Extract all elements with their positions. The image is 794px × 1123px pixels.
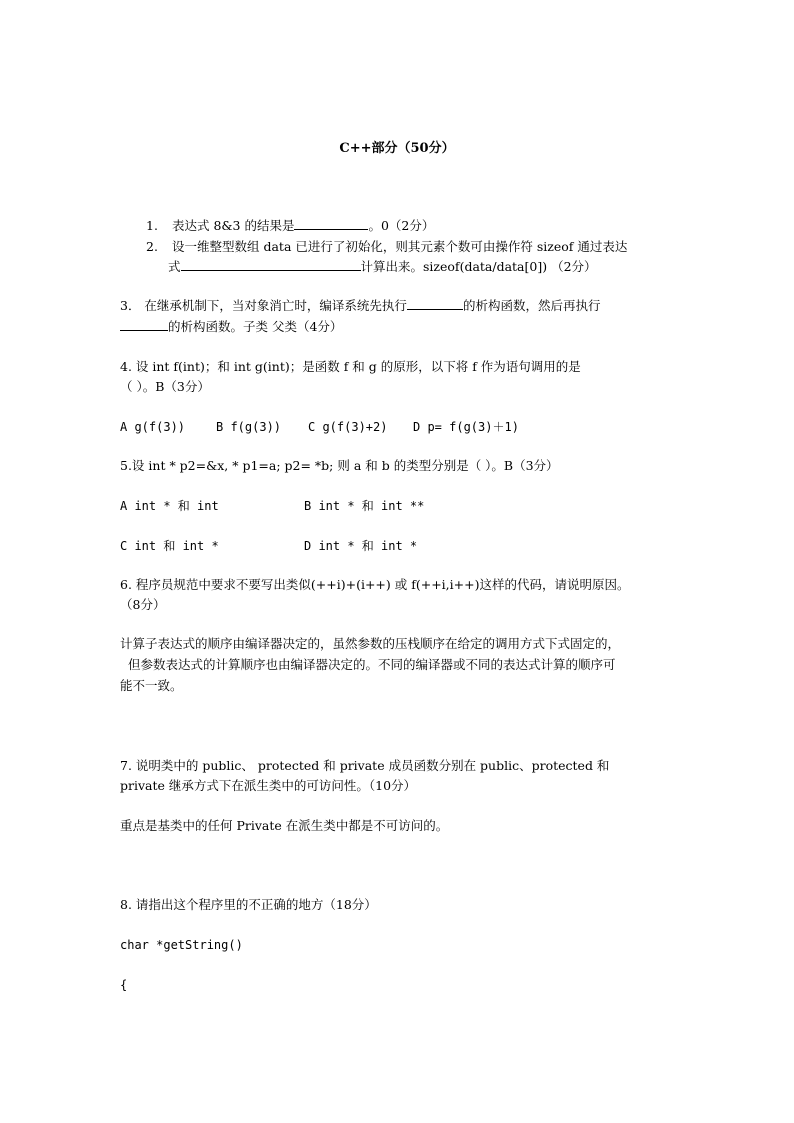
question-3-line-2: [120, 317, 342, 337]
question-3-mid: 的析构函数，然后再执行: [462, 298, 601, 313]
question-8-line-1: 8. 请指出这个程序里的不正确的地方（18分）: [120, 897, 377, 912]
question-3-prefix: 3． 在继承机制下，当对象消亡时，编译系统先执行: [120, 298, 407, 313]
question-7-line-2: private 继承方式下在派生类中的可访问性。（10分）: [120, 778, 417, 793]
question-4-option-c: C g(f(3)+2): [308, 420, 388, 434]
question-5-options-row-1: [120, 496, 424, 516]
question-8-code-line-1: char *getString(): [120, 938, 243, 952]
question-1-prefix: 表达式 8&3 的结果是: [172, 218, 295, 233]
question-5-option-a: A int * 和 int: [120, 499, 219, 513]
question-1-suffix: 。0（2分）: [368, 218, 435, 233]
question-3-blank-1: [407, 296, 463, 310]
question-8-code-line-2: {: [120, 978, 128, 992]
question-3-suffix: 的析构函数。子类 父类（4分）: [168, 319, 343, 334]
question-6-answer-1: 计算子表达式的顺序由编译器决定的，虽然参数的压栈顺序在给定的调用方式下式固定的，: [120, 636, 621, 651]
question-2-prefix: 式: [168, 259, 181, 274]
question-7-line-1: 7. 说明类中的 public、 protected 和 private 成员函数分别在 public、protected 和: [120, 758, 610, 773]
question-4-option-b: B f(g(3)): [216, 420, 282, 434]
question-6-answer-2: 但参数表达式的计算顺序也由编译器决定的。不同的编译器或不同的表达式计算的顺序可: [120, 657, 616, 672]
section-title: C++部分（50分）: [339, 141, 455, 156]
question-1-number: 1.: [146, 218, 158, 233]
question-4-options: [120, 417, 519, 437]
question-6-line-2: （8分）: [120, 597, 166, 612]
question-5-option-c: C int 和 int *: [120, 539, 219, 553]
question-4-line-2: （ ）。B（3分）: [120, 379, 210, 394]
question-2-line-1: [146, 237, 627, 257]
question-4-line-1: 4. 设 int f(int)；和 int g(int)；是函数 f 和 g 的原形，以下将 f 作为语句调用的是: [120, 359, 581, 374]
question-3-line-1: [120, 296, 600, 316]
question-1-blank: [294, 216, 368, 230]
question-2-number: 2.: [146, 239, 158, 254]
question-4-option-a: A g(f(3)): [120, 420, 186, 434]
question-2-suffix: 计算出来。sizeof(data/data[0]) （2分）: [360, 259, 597, 274]
question-1: [146, 216, 434, 236]
question-2-blank: [181, 257, 361, 271]
question-2-text-1: 设一维整型数组 data 已进行了初始化，则其元素个数可由操作符 sizeof 通过表达: [172, 239, 628, 254]
question-5-option-d: D int * 和 int *: [304, 539, 418, 553]
question-7-answer: 重点是基类中的任何 Private 在派生类中都是不可访问的。: [120, 818, 449, 833]
question-5-option-b: B int * 和 int **: [304, 499, 425, 513]
question-5-options-row-2: [120, 536, 417, 556]
question-6-answer-3: 能不一致。: [120, 678, 183, 693]
question-4-option-d: D p= f(g(3)＋1): [413, 420, 519, 434]
question-2-line-2: [168, 257, 597, 277]
question-3-blank-2: [120, 317, 168, 331]
question-5-line-1: 5.设 int * p2=&x, * p1=a; p2= *b; 则 a 和 b 的类型分别是（ ）。B（3分）: [120, 458, 559, 473]
question-6-line-1: 6. 程序员规范中要求不要写出类似(++i)+(i++) 或 f(++i,i++)这样的代码，请说明原因。: [120, 577, 630, 592]
